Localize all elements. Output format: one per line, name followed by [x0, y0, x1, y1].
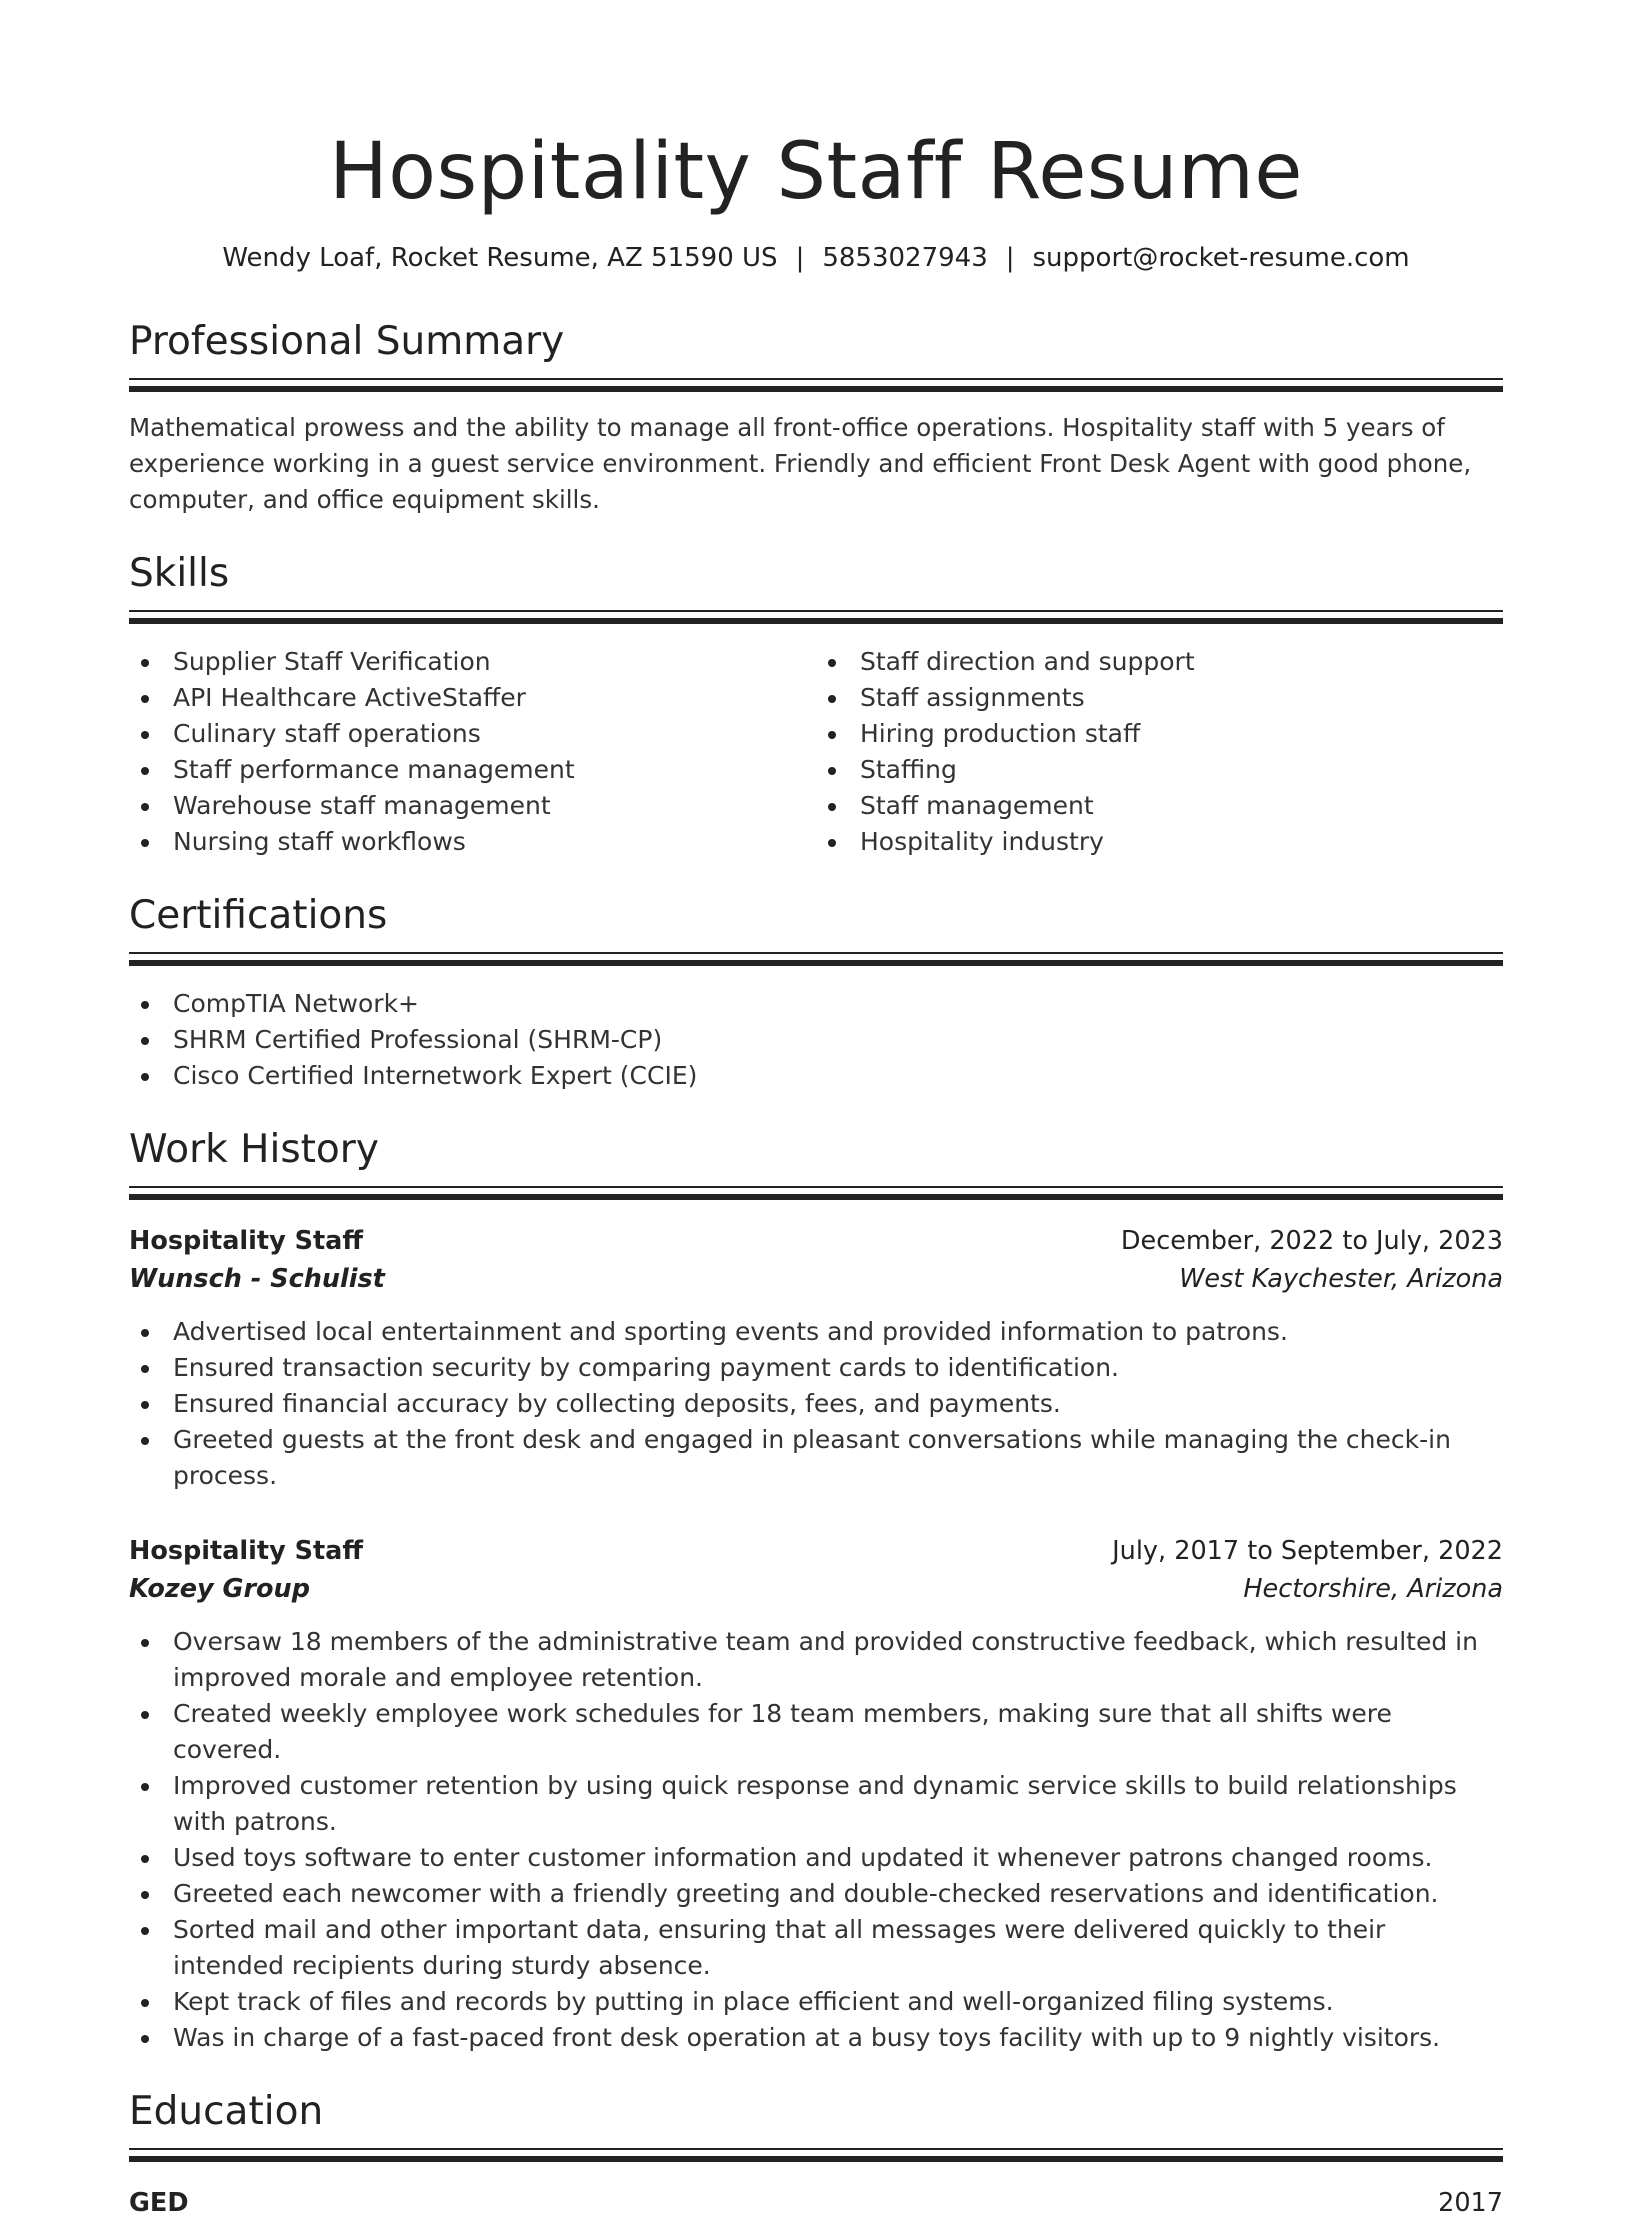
job-bullet: Oversaw 18 members of the administrative team and provided constructive feedback, which resulted in improved morale and employee retention. [129, 1624, 1503, 1696]
job-title: Hospitality Staff [129, 1536, 364, 1566]
education-section [129, 2086, 1503, 2222]
job-bullet: Greeted guests at the front desk and engaged in pleasant conversations while managing the check-in process. [129, 1422, 1503, 1494]
job-header-row [129, 1532, 1503, 1570]
contact-phone: 5853027943 [822, 243, 988, 273]
contact-separator: | [1005, 243, 1015, 273]
job-company-row [129, 1260, 1503, 1298]
job-bullet: Ensured transaction security by comparing payment cards to identification. [129, 1350, 1503, 1386]
job-bullet: Was in charge of a fast-paced front desk operation at a busy toys facility with up to 9 nightly visitors. [129, 2020, 1503, 2056]
skills-heading: Skills [129, 551, 230, 596]
job-company: Wunsch - Schulist [129, 1264, 385, 1294]
section-divider [129, 378, 1503, 392]
skill-item: Staff performance management [129, 752, 816, 788]
skills-grid [129, 624, 1503, 860]
summary-heading: Professional Summary [129, 319, 565, 364]
section-divider [129, 1186, 1503, 1200]
job-entry [129, 1532, 1503, 2056]
job-bullets [129, 1314, 1503, 1494]
skill-item: Staff management [816, 788, 1503, 824]
skills-list-right [816, 644, 1503, 860]
education-row [129, 2184, 1503, 2222]
section-divider [129, 2148, 1503, 2162]
job-location: West Kaychester, Arizona [1179, 1264, 1503, 1294]
skill-item: Supplier Staff Verification [129, 644, 816, 680]
job-bullet: Ensured financial accuracy by collecting deposits, fees, and payments. [129, 1386, 1503, 1422]
skills-section [129, 548, 1503, 860]
education-heading: Education [129, 2089, 324, 2134]
job-bullet: Created weekly employee work schedules for 18 team members, making sure that all shifts were covered. [129, 1696, 1503, 1768]
certification-item: SHRM Certified Professional (SHRM-CP) [129, 1022, 1503, 1058]
skills-list-left [129, 644, 816, 860]
resume-title: Hospitality Staff Resume [329, 127, 1303, 217]
skill-item: Nursing staff workflows [129, 824, 816, 860]
summary-section [129, 316, 1503, 518]
certifications-heading: Certifications [129, 893, 388, 938]
job-bullet: Advertised local entertainment and sporting events and provided information to patrons. [129, 1314, 1503, 1350]
skill-item: Staffing [816, 752, 1503, 788]
contact-line [129, 240, 1503, 276]
certifications-list [129, 986, 1503, 1094]
skill-item: Hiring production staff [816, 716, 1503, 752]
skill-item: API Healthcare ActiveStaffer [129, 680, 816, 716]
contact-email: support@rocket-resume.com [1032, 243, 1410, 273]
certification-item: CompTIA Network+ [129, 986, 1503, 1022]
skill-item: Staff assignments [816, 680, 1503, 716]
job-entry [129, 1222, 1503, 1494]
job-location: Hectorshire, Arizona [1243, 1574, 1503, 1604]
skill-item: Staff direction and support [816, 644, 1503, 680]
section-divider [129, 610, 1503, 624]
job-bullet: Used toys software to enter customer information and updated it whenever patrons changed rooms. [129, 1840, 1503, 1876]
education-degree: GED [129, 2188, 189, 2218]
job-company: Kozey Group [129, 1574, 310, 1604]
job-header-row [129, 1222, 1503, 1260]
job-company-row [129, 1570, 1503, 1608]
job-dates: December, 2022 to July, 2023 [1120, 1226, 1503, 1256]
job-title: Hospitality Staff [129, 1226, 364, 1256]
summary-text: Mathematical prowess and the ability to manage all front-office operations. Hospitality staff with 5 years of experience working in a guest service environment. Friendly and efficient Front Desk Agent with good phone, computer, and office equipment skills. [129, 413, 1472, 514]
job-bullets [129, 1624, 1503, 2056]
skill-item: Warehouse staff management [129, 788, 816, 824]
skill-item: Hospitality industry [816, 824, 1503, 860]
job-dates: July, 2017 to September, 2022 [1112, 1536, 1503, 1566]
section-divider [129, 952, 1503, 966]
work-history-section [129, 1124, 1503, 2056]
job-bullet: Kept track of files and records by putting in place efficient and well-organized filing systems. [129, 1984, 1503, 2020]
certifications-section [129, 890, 1503, 1094]
skill-item: Culinary staff operations [129, 716, 816, 752]
certification-item: Cisco Certified Internetwork Expert (CCIE) [129, 1058, 1503, 1094]
contact-address: Wendy Loaf, Rocket Resume, AZ 51590 US [222, 243, 778, 273]
work-history-heading: Work History [129, 1127, 379, 1172]
job-bullet: Sorted mail and other important data, ensuring that all messages were delivered quickly to their intended recipients during sturdy absence. [129, 1912, 1503, 1984]
job-bullet: Improved customer retention by using quick response and dynamic service skills to build relationships with patrons. [129, 1768, 1503, 1840]
education-year: 2017 [1438, 2188, 1503, 2218]
contact-separator: | [795, 243, 805, 273]
job-bullet: Greeted each newcomer with a friendly greeting and double-checked reservations and identification. [129, 1876, 1503, 1912]
